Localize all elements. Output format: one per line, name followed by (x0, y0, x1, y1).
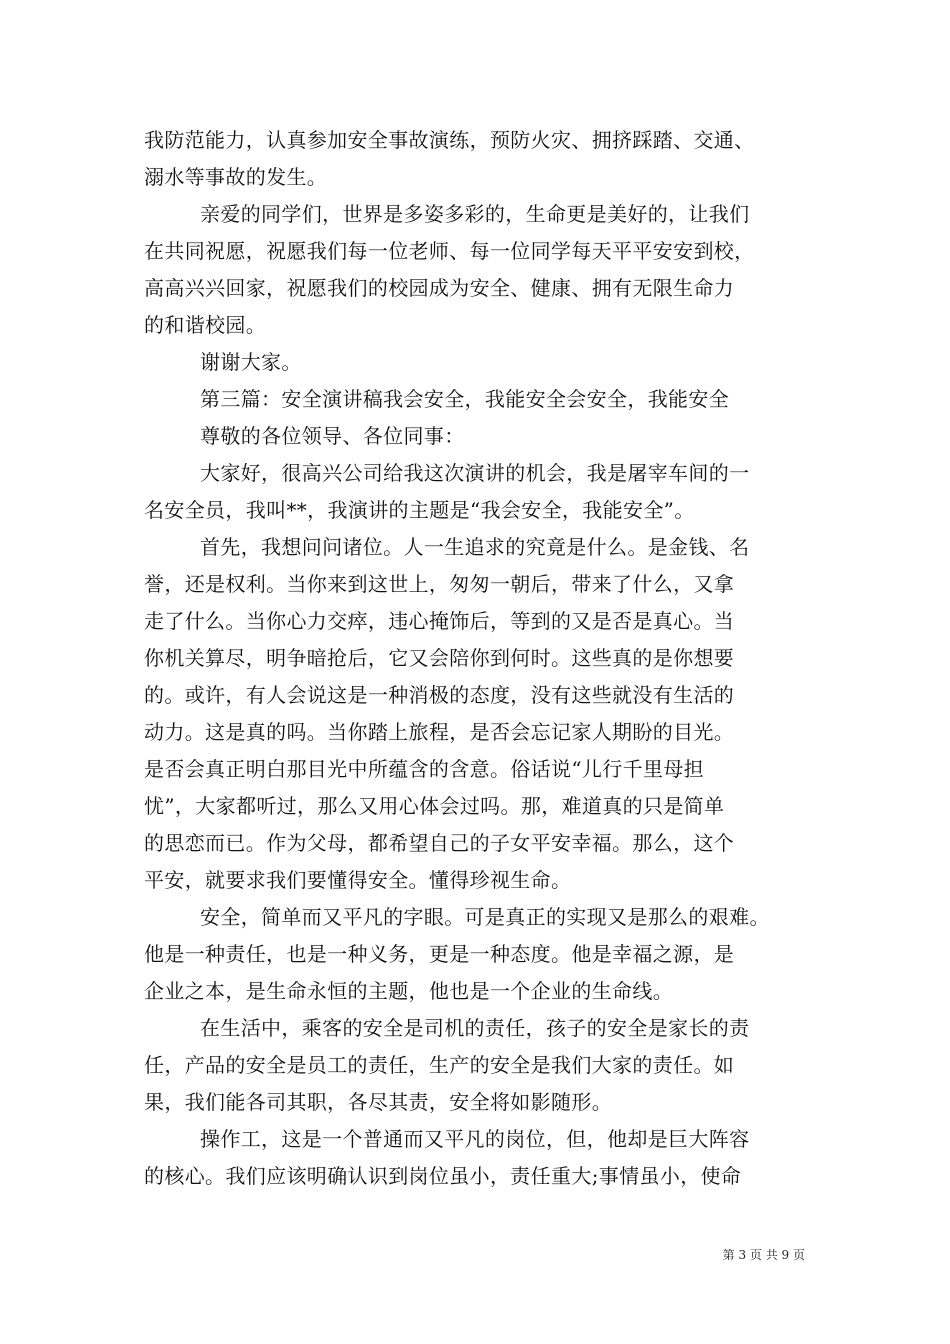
text-line: 他是一种责任，也是一种义务，更是一种态度。他是幸福之源，是 (144, 942, 735, 966)
text-line: 动力。这是真的吗。当你踏上旅程，是否会忘记家人期盼的目光。 (144, 720, 735, 744)
page-number: 第 3 页 共 9 页 (722, 1248, 805, 1262)
text-line: 安全，简单而又平凡的字眼。可是真正的实现又是那么的艰难。 (200, 905, 770, 929)
text-line: 誉，还是权利。当你来到这世上，匆匆一朝后，带来了什么，又拿 (144, 572, 735, 596)
text-line: 忧”，大家都听过，那么又用心体会过吗。那，难道真的只是简单 (144, 794, 725, 818)
text-line: 你机关算尽，明争暗抢后，它又会陪你到何时。这些真的是你想要 (144, 646, 735, 670)
text-line: 亲爱的同学们，世界是多姿多彩的，生命更是美好的，让我们 (200, 202, 750, 226)
text-line: 大家好，很高兴公司给我这次演讲的机会，我是屠宰车间的一 (200, 461, 750, 485)
text-line: 首先，我想问问诸位。人一生追求的究竟是什么。是金钱、名 (200, 535, 750, 559)
text-line: 企业之本，是生命永恒的主题，他也是一个企业的生命线。 (144, 979, 674, 1003)
text-line: 谢谢大家。 (200, 350, 302, 374)
text-line: 的核心。我们应该明确认识到岗位虽小，责任重大;事情虽小，使命 (144, 1164, 742, 1188)
text-line: 是否会真正明白那目光中所蕴含的含意。俗话说“儿行千里母担 (144, 757, 705, 781)
text-line: 操作工，这是一个普通而又平凡的岗位，但，他却是巨大阵容 (200, 1127, 750, 1151)
text-line: 高高兴兴回家，祝愿我们的校园成为安全、健康、拥有无限生命力 (144, 276, 735, 300)
text-line: 名安全员，我叫**，我演讲的主题是“我会安全，我能安全”。 (144, 498, 695, 522)
text-line: 的和谐校园。 (144, 313, 267, 337)
text-line: 果，我们能各司其职，各尽其责，安全将如影随形。 (144, 1090, 613, 1114)
document-body (144, 122, 816, 1195)
text-line: 我防范能力，认真参加安全事故演练，预防火灾、拥挤踩踏、交通、 (144, 128, 755, 152)
text-line: 在生活中，乘客的安全是司机的责任，孩子的安全是家长的责 (200, 1016, 750, 1040)
text-line: 平安，就要求我们要懂得安全。懂得珍视生命。 (144, 868, 572, 892)
text-line: 在共同祝愿，祝愿我们每一位老师、每一位同学每天平平安安到校， (144, 239, 755, 263)
text-line: 任，产品的安全是员工的责任，生产的安全是我们大家的责任。如 (144, 1053, 735, 1077)
text-line: 的思恋而已。作为父母，都希望自己的子女平安幸福。那么，这个 (144, 831, 735, 855)
salutation: 尊敬的各位领导、各位同事： (200, 424, 465, 448)
text-line: 走了什么。当你心力交瘁，违心掩饰后，等到的又是否是真心。当 (144, 609, 735, 633)
text-line: 的。或许，有人会说这是一种消极的态度，没有这些就没有生活的 (144, 683, 735, 707)
text-line: 溺水等事故的发生。 (144, 165, 328, 189)
section-heading: 第三篇：安全演讲稿我会安全，我能安全会安全，我能安全 (200, 387, 730, 411)
